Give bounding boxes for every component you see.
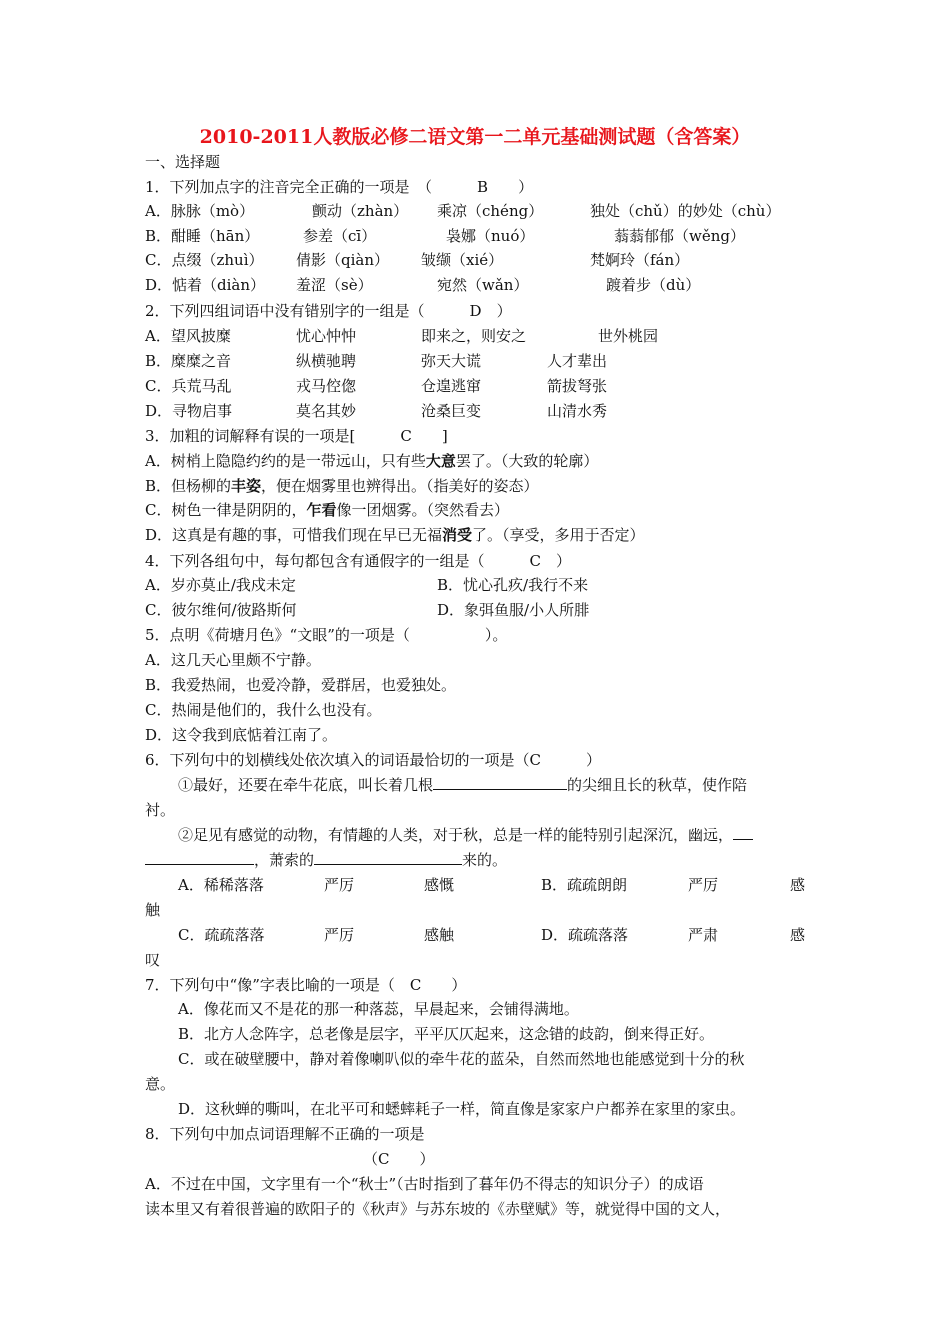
q3-option-b — [145, 476, 539, 496]
q6-c-item: C．疏疏落落 — [178, 926, 265, 944]
q3-c-text: 像一团烟雾。（突然看去） — [336, 501, 510, 519]
q6-d-item: 严肃 — [688, 926, 719, 944]
fill-blank — [314, 850, 462, 865]
q6-s2-text: 来的。 — [462, 851, 508, 869]
q8-option-a-wrap: 读本里又有着很普遍的欧阳子的《秋声》与苏东坡的《赤壁赋》等，就觉得中国的文人， — [145, 1200, 731, 1218]
fill-blank — [733, 825, 753, 840]
q3-b-text: ，便在烟雾里也辨得出。（指美好的姿态） — [261, 477, 539, 495]
q5-option-c: C．热闹是他们的，我什么也没有。 — [145, 701, 382, 719]
q2-c-item: 仓遑逃窜 — [421, 377, 482, 395]
q6-d-item: D．疏疏落落 — [541, 926, 629, 944]
q7-option-c-wrap: 意。 — [145, 1075, 176, 1093]
q3-a-bold: 大意 — [425, 452, 456, 470]
q3-d-text: D．这真是有趣的事，可惜我们现在早已无福 — [145, 526, 443, 544]
q1-c-item: 梵婀玲（fán） — [590, 251, 690, 269]
q7-option-a: A．像花而又不是花的那一种落蕊，早晨起来，会铺得满地。 — [178, 1000, 579, 1018]
q3-a-text: A．树梢上隐隐约约的是一带远山，只有些 — [145, 452, 426, 470]
q1-a-item: A．脉脉（mò） — [145, 202, 255, 220]
q1-a-item: 乘凉（chéng） — [437, 202, 544, 220]
q2-a-item: A．望风披糜 — [145, 327, 231, 345]
question-4-stem: 4．下列各组句中，每句都包含有通假字的一组是（ C ） — [145, 552, 572, 570]
question-8-stem: 8．下列句中加点词语理解不正确的一项是 — [145, 1125, 425, 1143]
q4-option-c: C．彼尔维何/彼路斯何 — [145, 601, 297, 619]
q2-a-item: 忧心忡忡 — [296, 327, 357, 345]
q2-d-item: 沧桑巨变 — [421, 402, 482, 420]
fill-blank — [145, 850, 254, 865]
q2-c-item: 箭拔弩张 — [547, 377, 608, 395]
q6-sentence-2 — [178, 825, 753, 845]
q1-d-item: 羞涩（sè） — [296, 276, 373, 294]
q6-sentence-2-cont — [145, 850, 507, 870]
q5-option-a: A．这几天心里颇不宁静。 — [145, 651, 321, 669]
q7-option-b: B．北方人念阵字，总老像是层字，平平仄仄起来，这念错的歧韵，倒来得正好。 — [178, 1025, 715, 1043]
q2-b-item: 人才辈出 — [547, 352, 608, 370]
q6-s2-text: ②足见有感觉的动物，有情趣的人类，对于秋，总是一样的能特别引起深沉，幽远， — [178, 826, 734, 844]
q3-option-d — [145, 525, 645, 545]
q6-s1-text: ①最好，还要在牵牛花底，叫长着几根 — [178, 776, 434, 794]
q3-c-text: C．树色一律是阴阴的， — [145, 501, 307, 519]
q6-d-item: 感 — [790, 926, 806, 944]
q2-b-item: 弥天大谎 — [421, 352, 482, 370]
q8-option-a: A．不过在中国，文字里有一个“秋士”（古时指到了暮年仍不得志的知识分子）的成语 — [145, 1175, 704, 1193]
q1-b-item: 蓊蓊郁郁（wěng） — [614, 227, 745, 245]
q3-d-bold: 消受 — [442, 526, 473, 544]
q6-s2-text: ，萧索的 — [254, 851, 315, 869]
section-heading: 一、选择题 — [145, 153, 221, 171]
q6-c-item: 严厉 — [324, 926, 355, 944]
q2-a-item: 世外桃园 — [598, 327, 659, 345]
q1-d-item: 宛然（wǎn） — [437, 276, 529, 294]
question-7-stem: 7．下列句中“像”字表比喻的一项是（ C ） — [145, 976, 467, 994]
q5-option-b: B．我爱热闹，也爱冷静，爱群居，也爱独处。 — [145, 676, 457, 694]
q6-sentence-1 — [178, 775, 747, 795]
q6-s1-text: 的尖细且长的秋草，使作陪 — [567, 776, 748, 794]
q3-a-text: 罢了。（大致的轮廓） — [455, 452, 599, 470]
q7-option-d: D．这秋蝉的嘶叫，在北平可和蟋蟀耗子一样，简直像是家家户户都养在家里的家虫。 — [178, 1100, 746, 1118]
q3-option-c — [145, 500, 509, 520]
q4-option-d: D．象弭鱼服/小人所腓 — [437, 601, 590, 619]
q3-option-a — [145, 451, 598, 471]
q4-option-b: B．忧心孔疚/我行不来 — [437, 576, 589, 594]
page-title: 2010-2011人教版必修二语文第一二单元基础测试题（含答案） — [199, 126, 751, 148]
q2-d-item: 山清水秀 — [547, 402, 608, 420]
question-3-stem: 3．加粗的词解释有误的一项是[ C ] — [145, 427, 448, 445]
q5-option-d: D．这令我到底惦着江南了。 — [145, 726, 338, 744]
q1-c-item: C．点缀（zhuì） — [145, 251, 264, 269]
q2-d-item: 莫名其妙 — [296, 402, 357, 420]
q6-c-item: 感触 — [424, 926, 455, 944]
q6-b-item: 严厉 — [688, 876, 719, 894]
q3-b-text: B．但杨柳的 — [145, 477, 232, 495]
q1-b-item: B．酣睡（hān） — [145, 227, 260, 245]
q2-c-item: 戎马倥偬 — [296, 377, 357, 395]
q6-b-wrap: 触 — [145, 901, 161, 919]
q6-a-item: 严厉 — [324, 876, 355, 894]
q4-option-a: A．岁亦莫止/我戍未定 — [145, 576, 296, 594]
q1-d-item: 踱着步（dù） — [606, 276, 701, 294]
q1-c-item: 皱缬（xié） — [421, 251, 504, 269]
q3-d-text: 了。（享受，多用于否定） — [472, 526, 645, 544]
q6-a-item: 感慨 — [424, 876, 455, 894]
q7-option-c: C．或在破壁腰中，静对着像喇叭似的牵牛花的蓝朵，自然而然地也能感觉到十分的秋 — [178, 1050, 745, 1068]
q1-a-item: 独处（chǔ）的妙处（chù） — [590, 202, 781, 220]
q2-b-item: 纵横驰聘 — [296, 352, 357, 370]
q6-b-item: 感 — [790, 876, 806, 894]
q1-b-item: 袅娜（nuó） — [446, 227, 535, 245]
q3-c-bold: 乍看 — [306, 501, 337, 519]
q2-c-item: C．兵荒马乱 — [145, 377, 232, 395]
q2-b-item: B．糜糜之音 — [145, 352, 232, 370]
q6-b-item: B．疏疏朗朗 — [541, 876, 628, 894]
q1-d-item: D．惦着（diàn） — [145, 276, 266, 294]
q3-b-bold: 丰姿 — [231, 477, 262, 495]
q2-d-item: D．寻物启事 — [145, 402, 233, 420]
q6-d-wrap: 叹 — [145, 951, 161, 969]
question-6-stem: 6．下列句中的划横线处依次填入的词语最恰切的一项是（C ） — [145, 751, 602, 769]
fill-blank — [433, 775, 567, 790]
q1-a-item: 颤动（zhàn） — [312, 202, 409, 220]
question-5-stem: 5．点明《荷塘月色》“文眼”的一项是（ ）。 — [145, 626, 508, 644]
q1-c-item: 倩影（qiàn） — [296, 251, 390, 269]
q6-s1-wrap: 衬。 — [145, 801, 176, 819]
q1-b-item: 参差（cī） — [303, 227, 377, 245]
question-2-stem: 2．下列四组词语中没有错别字的一组是（ D ） — [145, 302, 512, 320]
q8-answer: （C ） — [363, 1150, 435, 1168]
q6-a-item: A．稀稀落落 — [178, 876, 264, 894]
q2-a-item: 即来之，则安之 — [421, 327, 527, 345]
question-1-stem: 1．下列加点字的注音完全正确的一项是 （ B ） — [145, 178, 534, 196]
